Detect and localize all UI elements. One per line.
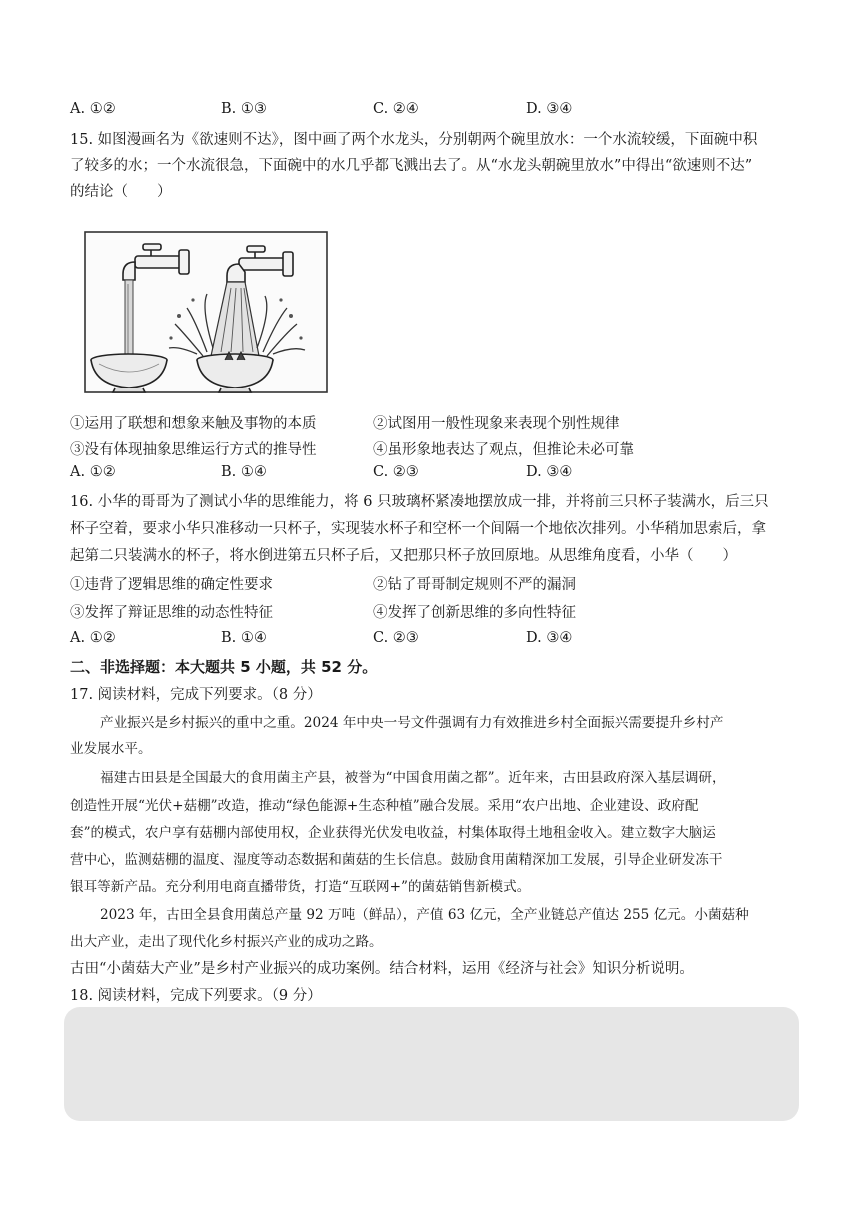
q14-options [70,101,670,123]
q17-paragraph3-line2: 出大产业，走出了现代化乡村振兴产业的成功之路。 [70,934,383,950]
q15-stem-line1: 15. 如图漫画名为《欲速则不达》，图中画了两个水龙头，分别朝两个碗里放水：一个水流较缓，下面碗中积 [70,132,758,148]
faucet-bowls-cartoon-icon [83,228,330,394]
q16-option-b: B. ①④ [221,630,267,646]
q15-option-a: A. ①② [70,464,116,480]
q15-choice-1: ①运用了联想和想象来触及事物的本质 [70,416,317,432]
q16-stem-line1: 16. 小华的哥哥为了测试小华的思维能力，将 6 只玻璃杯紧凑地摆放成一排，并将前三只杯子装满水，后三只 [70,494,769,510]
q17-paragraph2-line2: 创造性开展“光伏+菇棚”改造，推动“绿色能源+生态种植”融合发展。采用“农户出地、企业建设、政府配 [70,798,699,814]
q17-question: 古田“小菌菇大产业”是乡村产业振兴的成功案例。结合材料，运用《经济与社会》知识分析说明。 [70,961,694,977]
q17-paragraph3-line1: 2023 年，古田全县食用菌总产量 92 万吨（鲜品），产值 63 亿元，全产业链总产值达 255 亿元。小菌菇种 [100,907,749,923]
q16-option-c: C. ②③ [373,630,419,646]
q16-options [70,630,670,652]
q17-paragraph1-line1: 产业振兴是乡村振兴的重中之重。2024 年中央一号文件强调有力有效推进乡村全面振兴需要提升乡村产 [100,715,724,731]
q17-paragraph2-line4: 营中心，监测菇棚的温度、湿度等动态数据和菌菇的生长信息。鼓励食用菌精深加工发展，引导企业研发冻干 [70,852,723,868]
q17-paragraph1-line2: 业发展水平。 [70,741,152,757]
q15-options [70,464,670,486]
q15-option-d: D. ③④ [526,464,573,480]
q15-choice-2: ②试图用一般性现象来表现个别性规律 [373,416,620,432]
q14-option-d: D. ③④ [526,101,573,117]
q14-option-a: A. ①② [70,101,116,117]
q14-option-c: C. ②④ [373,101,419,117]
q17-title: 17. 阅读材料，完成下列要求。（8 分） [70,687,322,703]
q16-choice-2: ②钻了哥哥制定规则不严的漏洞 [373,577,576,593]
q17-paragraph2-line5: 银耳等新产品。充分利用电商直播带货，打造“互联网+”的菌菇销售新模式。 [70,879,531,895]
q15-choice-3: ③没有体现抽象思维运行方式的推导性 [70,442,317,458]
q16-stem-line3: 起第二只装满水的杯子，将水倒进第五只杯子后，又把那只杯子放回原地。从思维角度看，小华（ ） [70,548,737,564]
section-title: 二、非选择题：本大题共 5 小题，共 52 分。 [70,658,378,676]
q16-choice-4: ④发挥了创新思维的多向性特征 [373,605,576,621]
q15-option-c: C. ②③ [373,464,419,480]
q15-stem-line2: 了较多的水；一个水流很急，下面碗中的水几乎都飞溅出去了。从“水龙头朝碗里放水”中得出“欲速则不达” [70,158,753,174]
q16-choice-3: ③发挥了辩证思维的动态性特征 [70,605,273,621]
q14-option-b: B. ①③ [221,101,267,117]
q18-title: 18. 阅读材料，完成下列要求。（9 分） [70,988,322,1004]
q17-paragraph2-line3: 套”的模式，农户享有菇棚内部使用权，企业获得光伏发电收益，村集体取得土地租金收入。建立数字大脑运 [70,825,716,841]
q16-option-a: A. ①② [70,630,116,646]
redacted-material-box [64,1007,799,1121]
q16-stem-line2: 杯子空着，要求小华只准移动一只杯子，实现装水杯子和空杯一个间隔一个地依次排列。小华稍加思索后，拿 [70,521,766,537]
q16-choice-1: ①违背了逻辑思维的确定性要求 [70,577,273,593]
q15-option-b: B. ①④ [221,464,267,480]
q16-option-d: D. ③④ [526,630,573,646]
q15-stem-line3: 的结论（ ） [70,184,172,200]
q15-choice-4: ④虽形象地表达了观点，但推论未必可靠 [373,442,634,458]
q17-paragraph2-line1: 福建古田县是全国最大的食用菌主产县，被誉为“中国食用菌之都”。近年来，古田县政府深入基层调研， [100,770,726,786]
